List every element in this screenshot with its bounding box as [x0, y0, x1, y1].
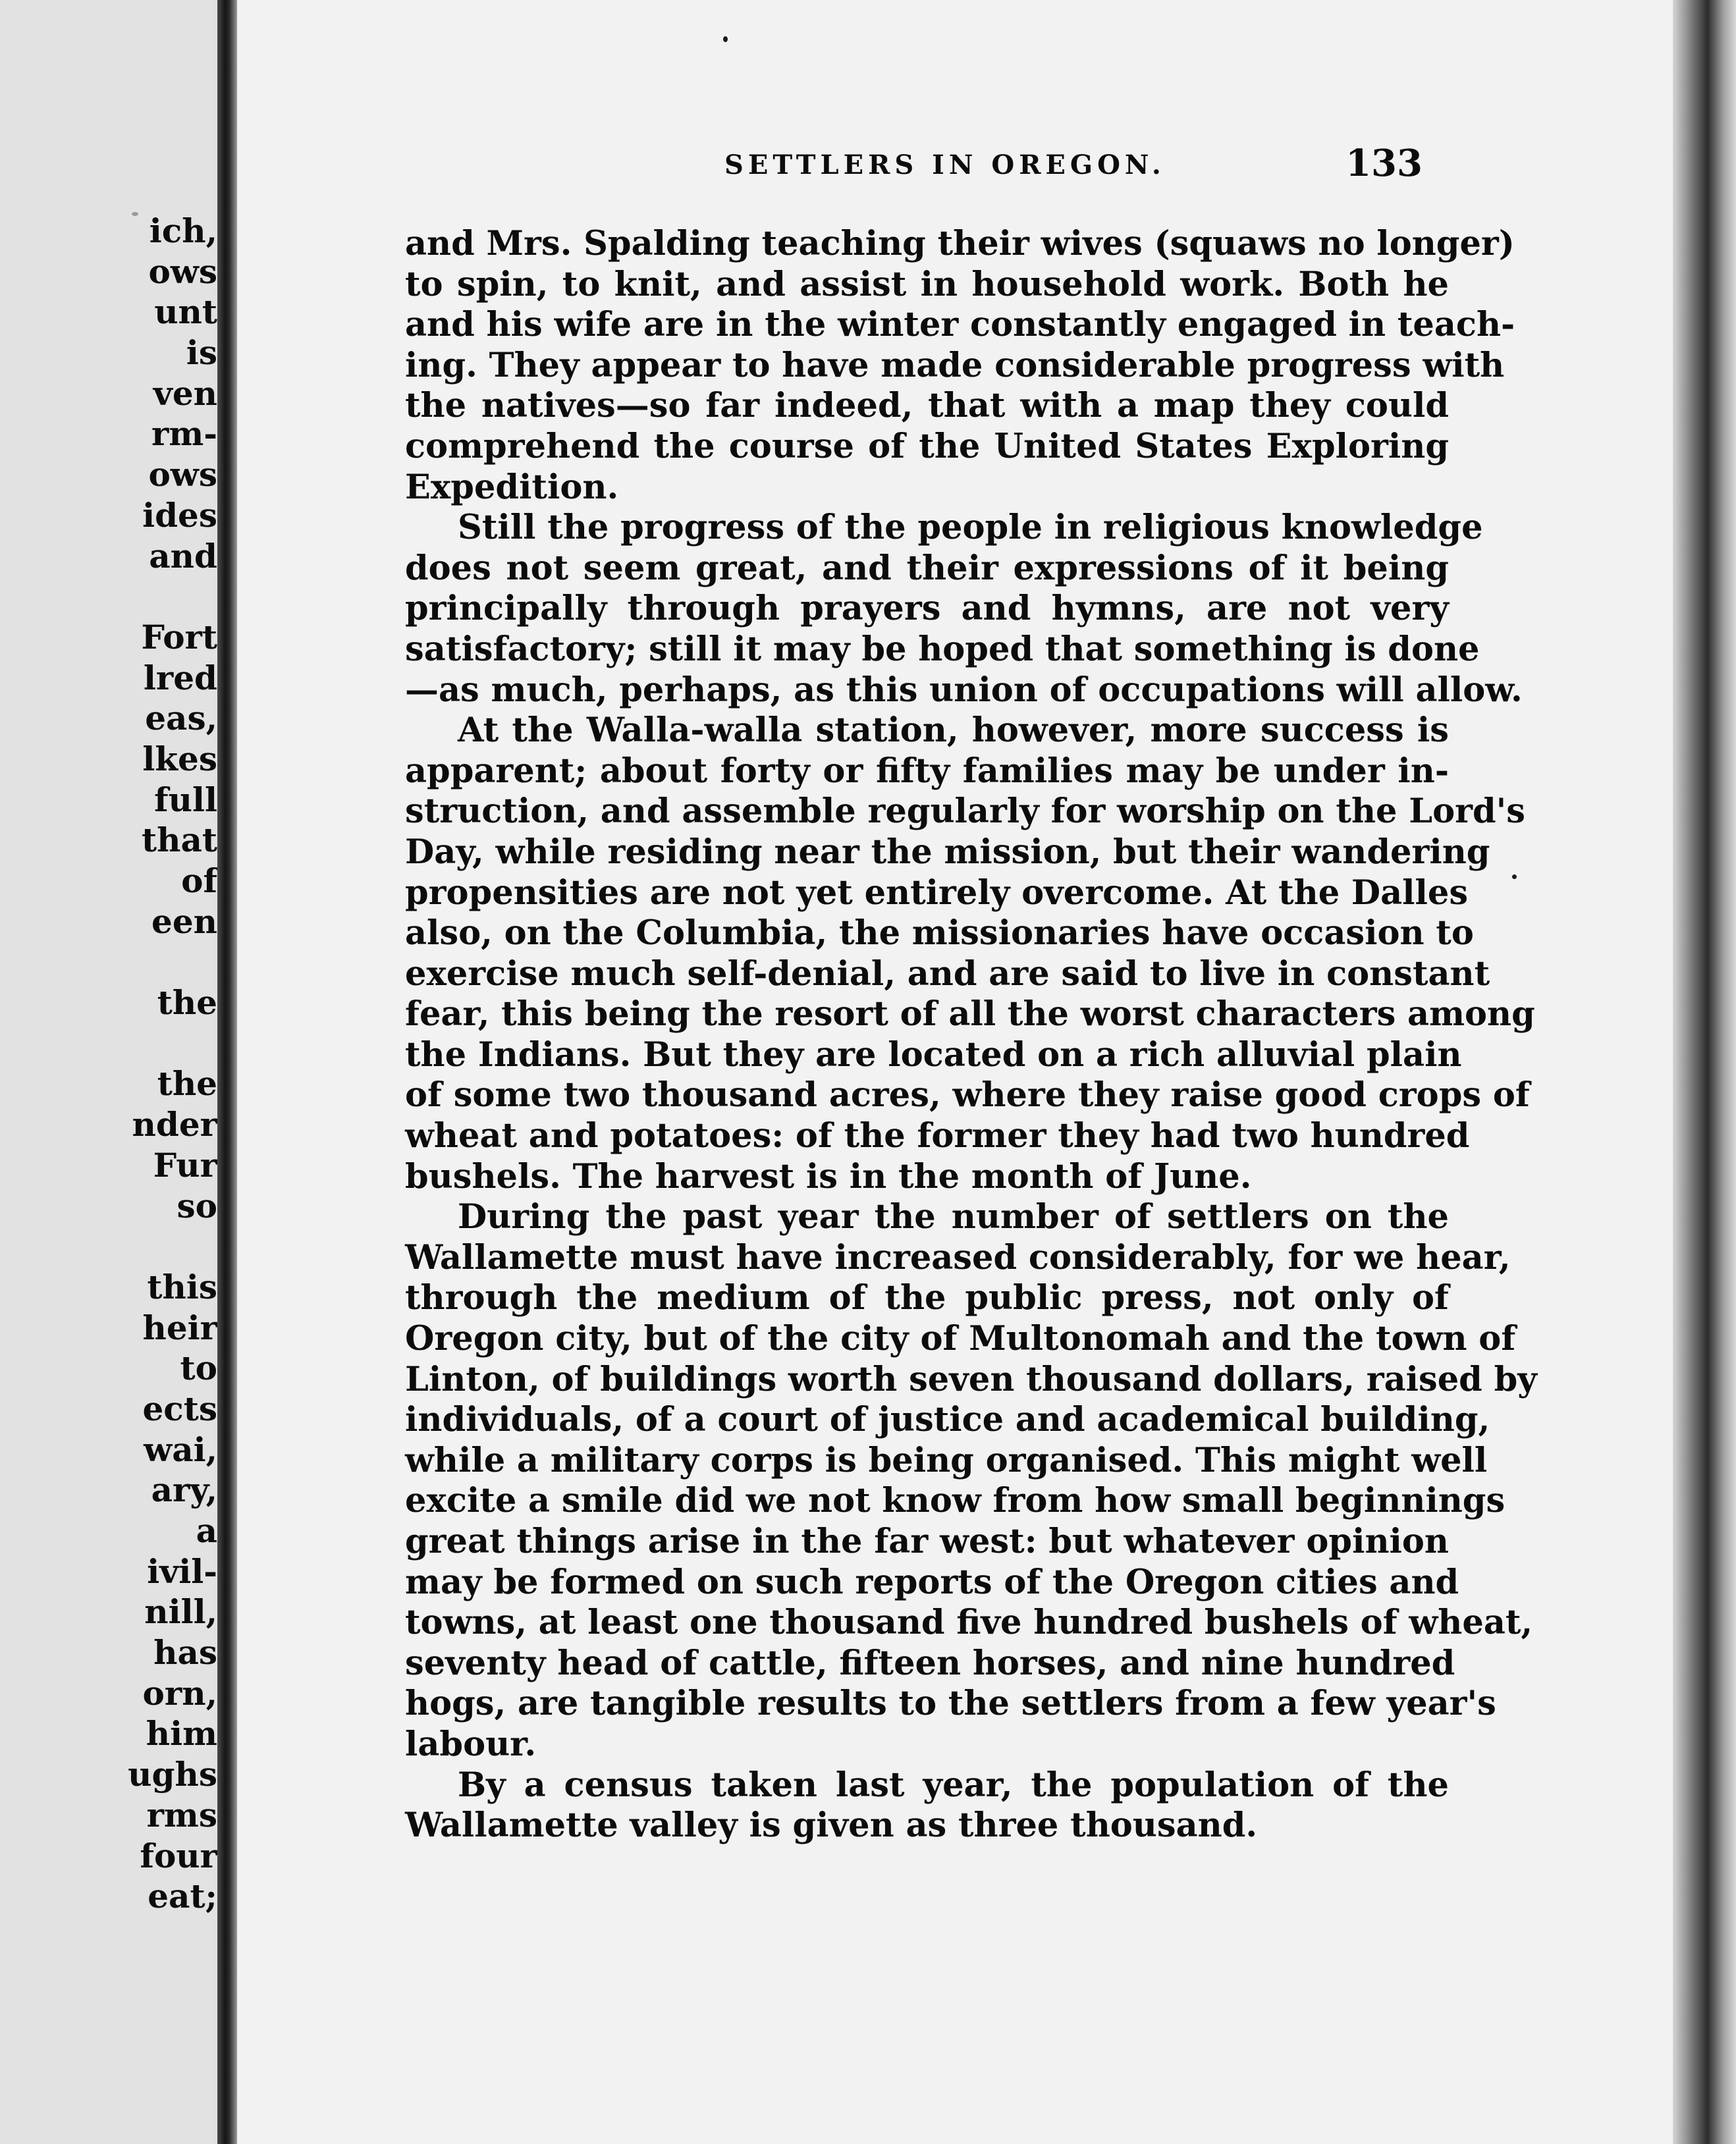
text-line: through the medium of the public press, not only of: [405, 1278, 1449, 1318]
text-line: individuals, of a court of justice and academical building,: [405, 1400, 1490, 1440]
text-line: Expedition.: [405, 467, 619, 507]
paragraph: [405, 1197, 1537, 1765]
left-page-fragment: ows: [148, 455, 217, 495]
print-speck: [1512, 874, 1517, 879]
left-page-fragment: full: [154, 780, 217, 819]
text-line: —as much, perhaps, as this union of occupations will allow.: [405, 670, 1523, 710]
left-page-fragment: and: [149, 536, 217, 576]
text-line: comprehend the course of the United States Exploring: [405, 426, 1449, 466]
left-page-fragment: this: [147, 1267, 217, 1306]
left-page-fragment: orn,: [142, 1673, 217, 1713]
text-line: the natives—so far indeed, that with a map they could: [405, 386, 1449, 426]
left-page-fragment: ich,: [149, 211, 217, 250]
text-line: wheat and potatoes: of the former they had two hundred: [405, 1116, 1470, 1156]
page-edge-shadow: [1673, 0, 1736, 2144]
left-page-fragment: ects: [142, 1389, 217, 1428]
left-page-fragment: unt: [154, 292, 217, 332]
left-page-fragment: ows: [148, 252, 217, 291]
left-page-fragment: heir: [142, 1308, 217, 1347]
text-line: During the past year the number of settlers on the: [458, 1197, 1449, 1237]
text-line: hogs, are tangible results to the settlers from a few year's: [405, 1684, 1496, 1724]
text-line: Wallamette must have increased considerably, for we hear,: [405, 1237, 1511, 1277]
paragraph: [405, 1765, 1449, 1846]
print-speck: [723, 36, 728, 42]
left-page-fragment: the: [157, 1064, 217, 1104]
left-page-fragment: eat;: [148, 1877, 217, 1916]
left-page-fragment: Fort: [141, 617, 217, 657]
text-line: of some two thousand acres, where they raise good crops of: [405, 1075, 1530, 1115]
text-line: apparent; about forty or fifty families may be under in-: [405, 751, 1449, 791]
text-line: and his wife are in the winter constantly engaged in teach-: [405, 305, 1515, 345]
running-title: SETTLERS IN OREGON.: [724, 149, 1166, 180]
left-page-fragment: nill,: [144, 1592, 217, 1632]
text-line: ing. They appear to have made considerable progress with: [405, 345, 1505, 385]
text-line: the Indians. But they are located on a rich alluvial plain: [405, 1034, 1462, 1075]
text-line: does not seem great, and their expressions of it being: [405, 548, 1449, 588]
left-page-fragment: [20, 942, 217, 982]
text-line: Day, while residing near the mission, but their wandering: [405, 832, 1490, 872]
paragraph: [405, 224, 1515, 508]
text-line: principally through prayers and hymns, are not very: [405, 589, 1449, 629]
text-line: struction, and assemble regularly for worship on the Lord's: [405, 791, 1525, 832]
left-page-fragment: so: [176, 1186, 217, 1225]
text-line: Oregon city, but of the city of Multonomah and the town of: [405, 1319, 1516, 1359]
page-number: 133: [1345, 142, 1423, 185]
left-page-fragment: ven: [153, 373, 217, 413]
left-page-fragment: of: [181, 861, 217, 900]
text-line: also, on the Columbia, the missionaries have occasion to: [405, 913, 1474, 953]
text-line: Still the progress of the people in religious knowledge: [458, 508, 1483, 548]
left-page-fragment: een: [151, 901, 217, 941]
left-page-fragment: Fur: [153, 1145, 217, 1185]
text-line: bushels. The harvest is in the month of June.: [405, 1156, 1252, 1196]
left-page-fragment: ivil-: [147, 1551, 217, 1591]
print-speck: [132, 212, 138, 216]
left-page-fragment: ary,: [151, 1470, 217, 1510]
book-gutter: [217, 0, 237, 2144]
left-page-fragment: nder: [132, 1105, 217, 1144]
left-page-fragment: rm-: [151, 414, 217, 454]
left-page-fragment: to: [180, 1349, 217, 1388]
paragraph: [405, 508, 1523, 710]
left-page-fragment: ughs: [128, 1755, 217, 1794]
text-line: propensities are not yet entirely overcome. At the Dalles: [405, 872, 1469, 913]
left-page-fragment: is: [186, 333, 217, 373]
left-page-fragment: ides: [142, 495, 217, 535]
text-line: to spin, to knit, and assist in household work. Both he: [405, 264, 1449, 304]
text-line: Linton, of buildings worth seven thousand dollars, raised by: [405, 1359, 1537, 1399]
text-line: By a census taken last year, the population of the: [458, 1765, 1449, 1805]
left-page-fragment: the: [157, 983, 217, 1023]
left-page-fragment: [20, 576, 217, 617]
left-page-fragment: eas,: [145, 699, 217, 738]
left-page-fragment: [20, 1023, 217, 1064]
left-page-fragment: lkes: [142, 739, 217, 778]
text-line: exercise much self-denial, and are said to live in constant: [405, 953, 1490, 994]
text-line: satisfactory; still it may be hoped that something is done: [405, 629, 1480, 669]
left-page-fragment: [20, 1226, 217, 1267]
left-page-line-fragments: [20, 211, 217, 1917]
text-line: towns, at least one thousand five hundred bushels of wheat,: [405, 1603, 1533, 1643]
left-page-fragment: wai,: [144, 1430, 217, 1469]
text-line: and Mrs. Spalding teaching their wives (squaws no longer): [405, 224, 1515, 263]
left-page-fragment: lred: [143, 658, 217, 697]
left-page-fragment: rms: [146, 1795, 217, 1835]
text-line: may be formed on such reports of the Oregon cities and: [405, 1562, 1459, 1602]
paragraph: [405, 710, 1535, 1197]
running-header: [724, 142, 1423, 188]
text-line: while a military corps is being organised. This might well: [405, 1440, 1488, 1480]
text-line: Wallamette valley is given as three thousand.: [405, 1806, 1258, 1846]
left-page-fragment: him: [146, 1714, 217, 1754]
text-line: At the Walla-walla station, however, more success is: [458, 710, 1449, 751]
left-page-fragment: has: [153, 1633, 217, 1673]
left-facing-page: [0, 0, 224, 2144]
text-line: labour.: [405, 1724, 537, 1764]
text-line: great things arise in the far west: but whatever opinion: [405, 1522, 1449, 1561]
body-text: [405, 224, 1537, 1846]
text-line: seventy head of cattle, fifteen horses, and nine hundred: [405, 1643, 1455, 1683]
left-page-fragment: a: [196, 1511, 217, 1550]
text-line: fear, this being the resort of all the worst characters among: [405, 994, 1535, 1034]
text-line: excite a smile did we not know from how small beginnings: [405, 1481, 1505, 1521]
left-page-fragment: four: [140, 1836, 217, 1875]
left-page-fragment: that: [142, 820, 217, 860]
